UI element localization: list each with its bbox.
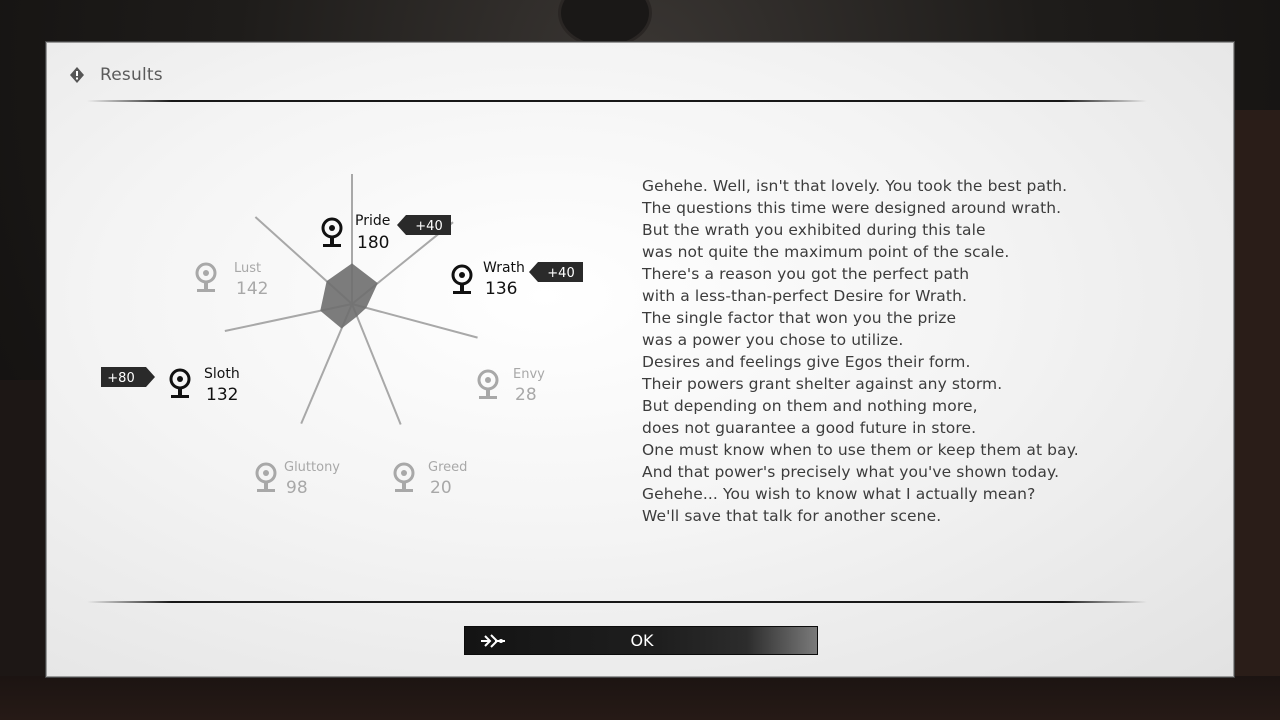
ok-button-label: OK <box>630 631 654 650</box>
narration-line: But the wrath you exhibited during this tale <box>642 221 986 239</box>
footer-divider <box>87 601 1147 603</box>
background-floor <box>0 676 1280 720</box>
desire-gluttony-name: Gluttony <box>284 460 341 475</box>
background-furniture-right <box>1234 110 1280 720</box>
narration-line: There's a reason you got the perfect path <box>642 265 970 283</box>
narration-line: with a less-than-perfect Desire for Wrath. <box>642 287 968 305</box>
narration-line: The single factor that won you the prize <box>642 309 957 327</box>
desire-greed-icon <box>395 464 413 492</box>
background-furniture-left <box>0 380 46 720</box>
desire-gluttony-icon <box>257 464 275 492</box>
narration-line: Their powers grant shelter against any storm. <box>642 375 1003 393</box>
narration-line: was not quite the maximum point of the scale. <box>642 243 1010 261</box>
desire-wrath-bonus-text: +40 <box>547 266 575 281</box>
desire-sloth-bonus-text: +80 <box>107 371 135 386</box>
narration-line: The questions this time were designed around wrath. <box>642 199 1062 217</box>
desire-greed-name: Greed <box>428 460 468 475</box>
narration-line: We'll save that talk for another scene. <box>642 507 942 525</box>
narration-line: was a power you chose to utilize. <box>642 331 904 349</box>
background-clock <box>558 0 652 48</box>
desire-pride-icon <box>323 219 341 247</box>
desire-wrath-name: Wrath <box>483 260 525 276</box>
desire-envy-name: Envy <box>513 367 545 382</box>
radar-spoke-envy <box>352 304 478 338</box>
radar-spoke-greed <box>352 304 401 425</box>
narration-line: Desires and feelings give Egos their form. <box>642 353 971 371</box>
desire-sloth-value: 132 <box>206 385 239 405</box>
desire-gluttony-value: 98 <box>286 478 308 498</box>
desire-wrath-value: 136 <box>485 279 518 299</box>
narration-line: Gehehe. Well, isn't that lovely. You took the best path. <box>642 177 1068 195</box>
dialog-title: Results <box>100 65 163 85</box>
desire-wrath-icon <box>453 266 471 294</box>
results-dialog <box>46 42 1234 677</box>
desire-greed-value: 20 <box>430 478 452 498</box>
desire-envy-value: 28 <box>515 385 537 405</box>
ok-button[interactable] <box>464 626 818 655</box>
desire-pride-name: Pride <box>355 213 391 229</box>
narration-line: Gehehe... You wish to know what I actually mean? <box>642 485 1036 503</box>
desire-lust-value: 142 <box>236 279 269 299</box>
desire-envy-icon <box>479 371 497 399</box>
narration-line: And that power's precisely what you've shown today. <box>642 463 1060 481</box>
radar-value-polygon <box>320 263 377 328</box>
desire-pride-bonus-text: +40 <box>415 219 443 234</box>
desire-lust-name: Lust <box>234 261 262 276</box>
narration-line: But depending on them and nothing more, <box>642 397 978 415</box>
desire-sloth-name: Sloth <box>204 366 240 382</box>
desire-pride-value: 180 <box>357 233 390 253</box>
narration-text <box>642 175 1162 527</box>
narration-line: does not guarantee a good future in store. <box>642 419 977 437</box>
desire-radar-chart <box>47 43 647 583</box>
desire-lust-icon <box>197 264 215 292</box>
narration-line: One must know when to use them or keep them at bay. <box>642 441 1079 459</box>
desire-sloth-icon <box>171 370 189 398</box>
